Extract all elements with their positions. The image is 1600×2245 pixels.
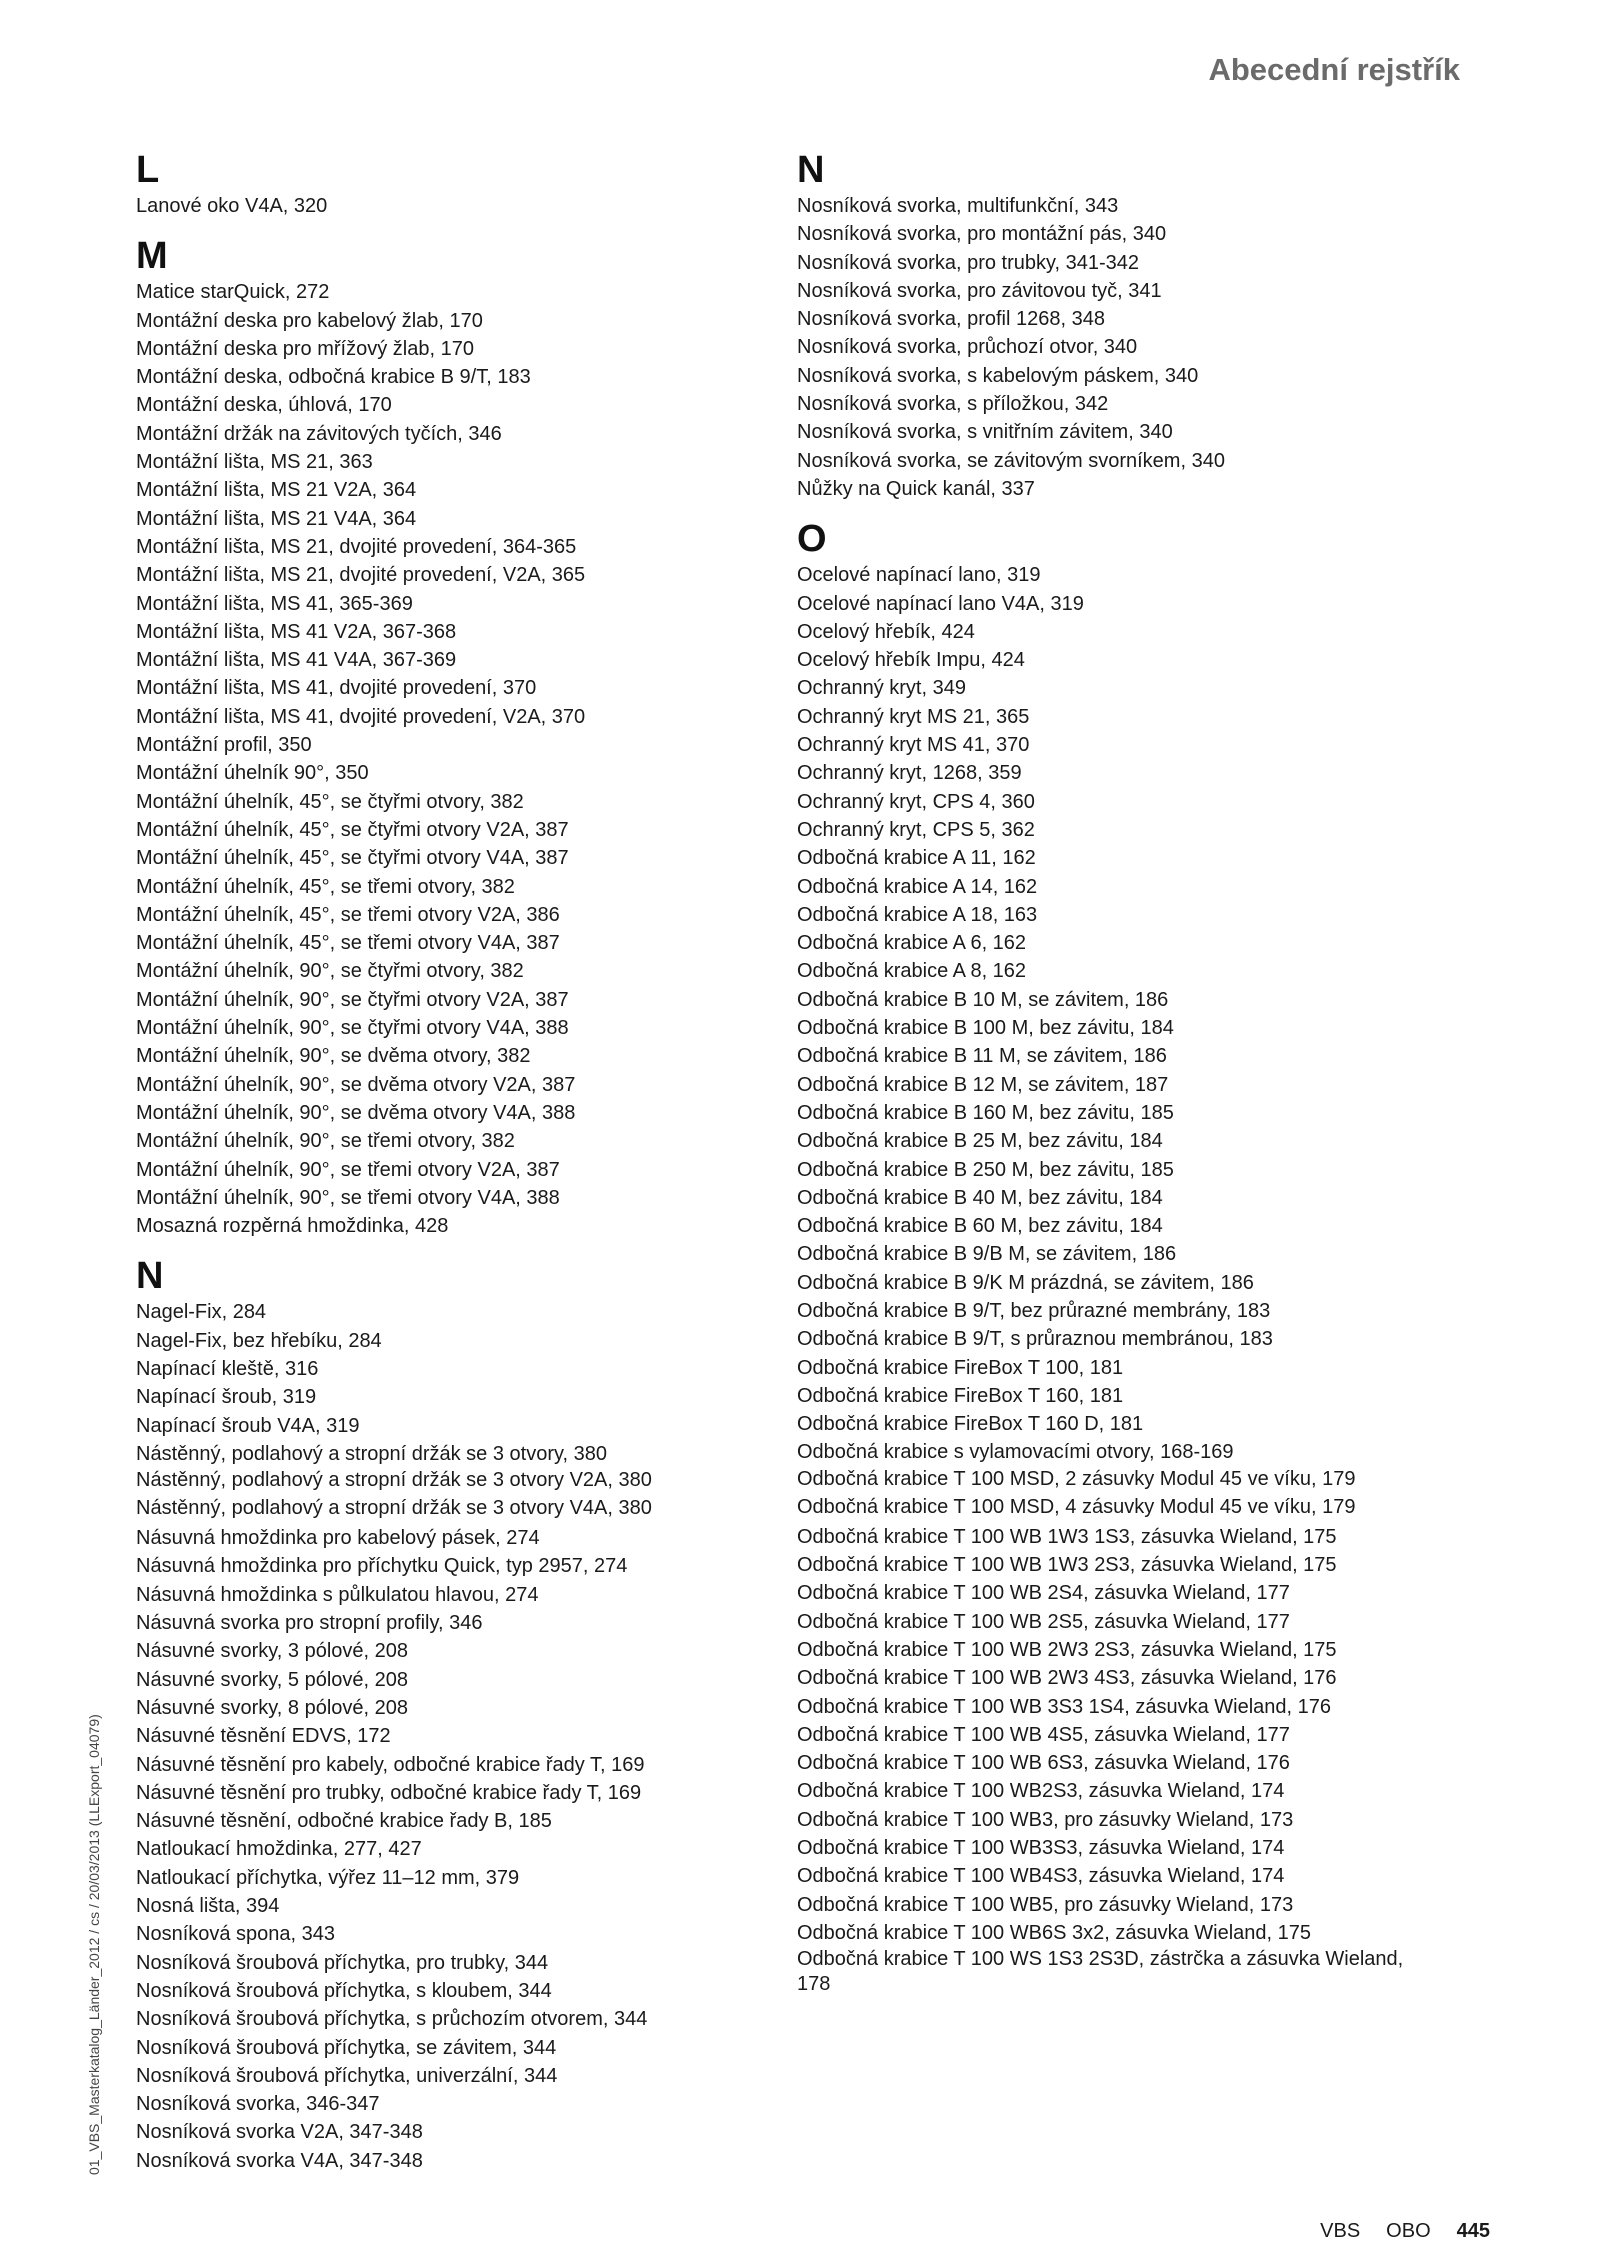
index-entry: Montážní deska pro mřížový žlab, 170 (136, 337, 474, 360)
index-entry: Montážní úhelník, 45°, se třemi otvory V4A, 387 (136, 932, 560, 955)
index-entry: Odbočná krabice s vylamovacími otvory, 168-169 (797, 1441, 1234, 1464)
section-letter: O (797, 518, 827, 561)
index-entry: Odbočná krabice B 9/K M prázdná, se závitem, 186 (797, 1271, 1254, 1294)
index-entry: Napínací šroub, 319 (136, 1386, 317, 1409)
index-entry: Nástěnný, podlahový a stropní držák se 3 otvory V4A, 380 (136, 1497, 652, 1520)
index-entry: Ocelový hřebík, 424 (797, 620, 975, 643)
index-entry: Montážní lišta, MS 41, 365-369 (136, 592, 413, 615)
index-entry: Odbočná krabice A 18, 163 (797, 903, 1038, 926)
index-entry: Montážní úhelník, 90°, se čtyřmi otvory V4A, 388 (136, 1017, 569, 1040)
page-number: 445 (1456, 2220, 1490, 2242)
index-entry: Matice starQuick, 272 (136, 281, 330, 304)
index-entry: Odbočná krabice T 100 WB5, pro zásuvky Wieland, 173 (797, 1893, 1294, 1916)
index-entry: Ocelový hřebík Impu, 424 (797, 649, 1025, 672)
index-entry: Násuvná hmoždinka pro příchytku Quick, typ 2957, 274 (136, 1555, 628, 1578)
index-section (797, 517, 1417, 1997)
index-section (136, 148, 756, 220)
index-entry: Ochranný kryt, CPS 4, 360 (797, 790, 1035, 813)
index-entry: Nosná lišta, 394 (136, 1895, 280, 1918)
index-entry: Nosníková svorka, pro trubky, 341-342 (797, 251, 1140, 274)
index-entry: Mosazná rozpěrná hmoždinka, 428 (136, 1215, 449, 1238)
index-entry: Odbočná krabice FireBox T 100, 181 (797, 1356, 1124, 1379)
index-entry: Nástěnný, podlahový a stropní držák se 3 otvory, 380 (136, 1442, 608, 1465)
index-entry: Odbočná krabice FireBox T 160, 181 (797, 1384, 1124, 1407)
index-entry: Nosníková svorka, s kabelovým páskem, 340 (797, 364, 1199, 387)
index-entry: Ochranný kryt, 349 (797, 677, 966, 700)
index-entry: Montážní úhelník, 45°, se čtyřmi otvory V2A, 387 (136, 818, 569, 841)
index-entry: Ochranný kryt, 1268, 359 (797, 762, 1022, 785)
index-entry: Odbočná krabice T 100 WB 6S3, zásuvka Wieland, 176 (797, 1752, 1290, 1775)
index-entry: Napínací šroub V4A, 319 (136, 1414, 360, 1437)
index-entry: Nosníková svorka, se závitovým svorníkem, 340 (797, 449, 1225, 472)
index-entry: Odbočná krabice B 11 M, se závitem, 186 (797, 1045, 1167, 1068)
index-entry: Nosníková svorka, průchozí otvor, 340 (797, 336, 1138, 359)
index-entry: Nosníková svorka V2A, 347-348 (136, 2121, 423, 2144)
index-entry: Násuvné těsnění pro kabely, odbočné krabice řady T, 169 (136, 1753, 645, 1776)
index-entry: Montážní úhelník, 45°, se třemi otvory, 382 (136, 875, 515, 898)
index-entry: Odbočná krabice T 100 WB2S3, zásuvka Wieland, 174 (797, 1780, 1285, 1803)
index-column-left (136, 148, 756, 2189)
index-entry: Lanové oko V4A, 320 (136, 195, 328, 217)
index-entry: Odbočná krabice T 100 WB 4S5, zásuvka Wieland, 177 (797, 1723, 1290, 1746)
index-entry: Montážní úhelník, 45°, se čtyřmi otvory, 382 (136, 790, 524, 813)
index-entry: Nosníková spona, 343 (136, 1923, 336, 1946)
index-entry: Násuvné svorky, 8 pólové, 208 (136, 1696, 409, 1719)
index-entry: Ochranný kryt MS 41, 370 (797, 734, 1030, 757)
catalog-source-note: 01_VBS_Masterkatalog_Länder_2012 / cs / 20/03/2013 (LLExport_04079) (86, 1714, 102, 2175)
index-entry: Odbočná krabice B 9/T, s průraznou membránou, 183 (797, 1328, 1273, 1351)
index-entry: Montážní úhelník 90°, 350 (136, 762, 369, 785)
index-entry: Natloukací hmoždinka, 277, 427 (136, 1838, 422, 1861)
index-entry: Nosníková šroubová příchytka, s kloubem, 344 (136, 1979, 552, 2002)
index-entry: Odbočná krabice T 100 WB6S 3x2, zásuvka Wieland, 175 (797, 1921, 1311, 1944)
index-entry: Násuvné těsnění pro trubky, odbočné krabice řady T, 169 (136, 1781, 642, 1804)
index-entry: Odbočná krabice B 9/B M, se závitem, 186 (797, 1243, 1177, 1266)
index-entry: Montážní držák na závitových tyčích, 346 (136, 422, 502, 445)
index-entry: Násuvné těsnění, odbočné krabice řady B, 185 (136, 1810, 552, 1833)
index-entry: Násuvné svorky, 3 pólové, 208 (136, 1640, 409, 1663)
index-entry: Nosníková šroubová příchytka, s průchozím otvorem, 344 (136, 2008, 648, 2031)
index-entry: Nosníková svorka, profil 1268, 348 (797, 308, 1105, 331)
footer-brand-vbs: VBS (1320, 2220, 1361, 2242)
index-section (136, 234, 756, 1240)
index-entry: Násuvná hmoždinka pro kabelový pásek, 274 (136, 1527, 540, 1550)
index-entry: Nosníková šroubová příchytka, univerzální, 344 (136, 2064, 558, 2087)
index-section (136, 1254, 756, 2175)
index-entry: Nosníková svorka, multifunkční, 343 (797, 195, 1119, 217)
index-entry: Odbočná krabice T 100 WB3S3, zásuvka Wieland, 174 (797, 1837, 1285, 1860)
index-entry: Montážní úhelník, 45°, se třemi otvory V2A, 386 (136, 903, 560, 926)
index-entry: Odbočná krabice T 100 WS 1S3 2S3D, zástrčka a zásuvka Wieland, 178 (797, 1948, 1404, 1996)
index-entry: Odbočná krabice A 11, 162 (797, 847, 1036, 870)
index-entry: Násuvná hmoždinka s půlkulatou hlavou, 274 (136, 1583, 539, 1606)
index-column-right (797, 148, 1417, 2011)
index-entry: Montážní deska pro kabelový žlab, 170 (136, 309, 483, 332)
index-entry: Ocelové napínací lano, 319 (797, 564, 1041, 587)
index-entry: Odbočná krabice FireBox T 160 D, 181 (797, 1413, 1144, 1436)
index-entry: Montážní úhelník, 90°, se třemi otvory V2A, 387 (136, 1158, 560, 1181)
index-entry: Montážní deska, úhlová, 170 (136, 394, 392, 417)
index-entry: Odbočná krabice A 14, 162 (797, 875, 1038, 898)
index-entry: Nosníková svorka, pro závitovou tyč, 341 (797, 279, 1162, 302)
index-entry: Montážní lišta, MS 41 V4A, 367-369 (136, 649, 457, 672)
page-footer (1320, 2220, 1490, 2243)
index-entry: Odbočná krabice T 100 WB 2W3 4S3, zásuvka Wieland, 176 (797, 1667, 1337, 1690)
index-entry: Montážní úhelník, 90°, se čtyřmi otvory V2A, 387 (136, 988, 569, 1011)
index-entry: Montážní deska, odbočná krabice B 9/T, 183 (136, 366, 531, 389)
index-entry: Nosníková šroubová příchytka, pro trubky, 344 (136, 1951, 549, 1974)
index-entry: Montážní úhelník, 90°, se třemi otvory V4A, 388 (136, 1186, 560, 1209)
index-entry: Montážní úhelník, 90°, se třemi otvory, 382 (136, 1130, 515, 1153)
index-entry: Montážní úhelník, 45°, se čtyřmi otvory V4A, 387 (136, 847, 569, 870)
index-entry: Natloukací příchytka, výřez 11–12 mm, 379 (136, 1866, 520, 1889)
index-entry: Nagel-Fix, 284 (136, 1301, 267, 1324)
index-entry: Odbočná krabice T 100 WB 3S3 1S4, zásuvka Wieland, 176 (797, 1695, 1332, 1718)
index-entry: Montážní úhelník, 90°, se dvěma otvory V4A, 388 (136, 1101, 576, 1124)
index-entry: Odbočná krabice B 160 M, bez závitu, 185 (797, 1101, 1174, 1124)
index-entry: Montážní lišta, MS 21 V4A, 364 (136, 507, 417, 530)
index-entry: Násuvné svorky, 5 pólové, 208 (136, 1668, 409, 1691)
index-entry: Odbočná krabice T 100 MSD, 2 zásuvky Modul 45 ve víku, 179 (797, 1467, 1356, 1490)
index-entry: Odbočná krabice T 100 WB 2W3 2S3, zásuvka Wieland, 175 (797, 1638, 1337, 1661)
index-entry: Montážní lišta, MS 21, dvojité provedení, 364-365 (136, 535, 577, 558)
index-entry: Montážní lišta, MS 41 V2A, 367-368 (136, 620, 457, 643)
page-title: Abecední rejstřík (1208, 52, 1460, 87)
index-entry: Násuvné těsnění EDVS, 172 (136, 1725, 391, 1748)
index-entry: Montážní lišta, MS 21 V2A, 364 (136, 479, 417, 502)
index-entry: Odbočná krabice B 12 M, se závitem, 187 (797, 1073, 1169, 1096)
index-entry: Násuvná svorka pro stropní profily, 346 (136, 1612, 483, 1635)
section-letter: L (136, 149, 160, 191)
index-entry: Odbočná krabice T 100 WB 2S5, zásuvka Wieland, 177 (797, 1610, 1290, 1633)
index-entry: Ochranný kryt, CPS 5, 362 (797, 818, 1035, 841)
index-entry: Ochranný kryt MS 21, 365 (797, 705, 1030, 728)
index-entry: Odbočná krabice B 40 M, bez závitu, 184 (797, 1186, 1163, 1209)
footer-brand-obo: OBO (1386, 2220, 1431, 2242)
index-entry: Odbočná krabice B 250 M, bez závitu, 185 (797, 1158, 1174, 1181)
index-entry: Montážní lišta, MS 41, dvojité provedení, V2A, 370 (136, 705, 586, 728)
index-entry: Odbočná krabice T 100 WB 1W3 2S3, zásuvka Wieland, 175 (797, 1554, 1337, 1577)
section-letter: N (797, 149, 825, 191)
section-letter: M (136, 235, 168, 278)
index-entry: Nosníková svorka, 346-347 (136, 2093, 380, 2116)
index-entry: Odbočná krabice T 100 WB3, pro zásuvky Wieland, 173 (797, 1808, 1294, 1831)
index-entry: Odbočná krabice T 100 MSD, 4 zásuvky Modul 45 ve víku, 179 (797, 1495, 1356, 1518)
index-entry: Odbočná krabice A 6, 162 (797, 932, 1027, 955)
index-entry: Montážní úhelník, 90°, se dvěma otvory, 382 (136, 1045, 531, 1068)
index-section (797, 148, 1417, 503)
index-entry: Odbočná krabice B 60 M, bez závitu, 184 (797, 1215, 1163, 1238)
index-entry: Ocelové napínací lano V4A, 319 (797, 592, 1084, 615)
index-entry: Montážní úhelník, 90°, se čtyřmi otvory, 382 (136, 960, 524, 983)
index-entry: Odbočná krabice B 10 M, se závitem, 186 (797, 988, 1169, 1011)
section-letter: N (136, 1255, 164, 1298)
index-entry: Nůžky na Quick kanál, 337 (797, 477, 1035, 500)
index-entry: Montážní lišta, MS 41, dvojité provedení, 370 (136, 677, 537, 700)
index-entry: Napínací kleště, 316 (136, 1357, 319, 1380)
index-entry: Montážní lišta, MS 21, 363 (136, 451, 373, 474)
index-entry: Odbočná krabice T 100 WB 2S4, zásuvka Wieland, 177 (797, 1582, 1290, 1605)
index-entry: Odbočná krabice B 9/T, bez průrazné membrány, 183 (797, 1299, 1271, 1322)
index-entry: Nosníková šroubová příchytka, se závitem, 344 (136, 2036, 557, 2059)
index-entry: Montážní úhelník, 90°, se dvěma otvory V2A, 387 (136, 1073, 576, 1096)
index-entry: Odbočná krabice A 8, 162 (797, 960, 1027, 983)
index-entry: Odbočná krabice T 100 WB4S3, zásuvka Wieland, 174 (797, 1865, 1285, 1888)
index-entry: Odbočná krabice T 100 WB 1W3 1S3, zásuvka Wieland, 175 (797, 1525, 1337, 1548)
index-entry: Odbočná krabice B 100 M, bez závitu, 184 (797, 1017, 1174, 1040)
index-entry: Nosníková svorka, s vnitřním závitem, 340 (797, 421, 1173, 444)
index-entry: Nosníková svorka, s příložkou, 342 (797, 393, 1109, 416)
index-entry: Nagel-Fix, bez hřebíku, 284 (136, 1329, 382, 1352)
index-entry: Nosníková svorka, pro montážní pás, 340 (797, 223, 1167, 246)
index-entry: Nástěnný, podlahový a stropní držák se 3 otvory V2A, 380 (136, 1469, 652, 1492)
index-entry: Montážní lišta, MS 21, dvojité provedení, V2A, 365 (136, 564, 586, 587)
index-entry: Montážní profil, 350 (136, 734, 312, 757)
index-entry: Nosníková svorka V4A, 347-348 (136, 2149, 423, 2172)
index-entry: Odbočná krabice B 25 M, bez závitu, 184 (797, 1130, 1163, 1153)
